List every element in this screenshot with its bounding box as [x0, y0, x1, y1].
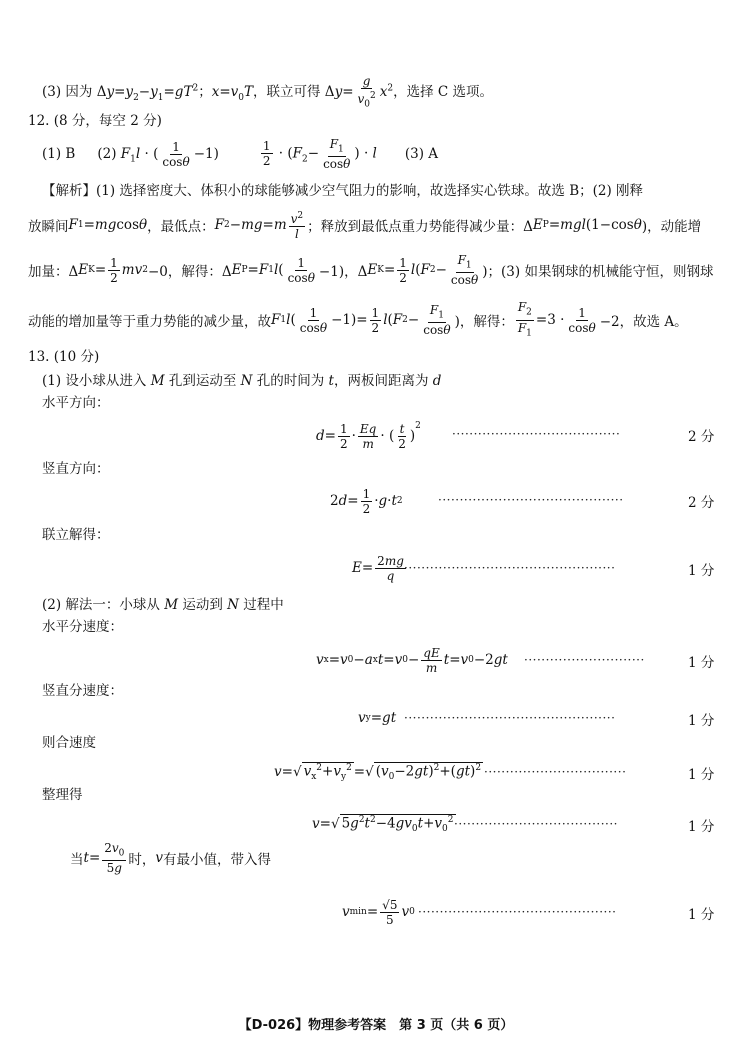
q11-part3: (3) 因为 $\Delta y=y_2-y_1=gT^2$；$x=v_0T$，联立可得 Δy= $\frac{g}{v_0^2}$ $x^2$，选择 C 选项。	[42, 74, 494, 110]
q13-horizontal-label: 水平方向：	[42, 395, 110, 411]
q13-eq5: v y = gt	[358, 710, 397, 726]
q12-answer-1: (1) B	[42, 146, 76, 162]
q13-vspeed-label: 竖直分速度：	[42, 683, 123, 699]
q13-eq1: d = $\frac{1}{2}$ · $\frac{Eq}{m}$ · ( $\frac{t}{2}$ ) $^2$	[316, 421, 421, 451]
q13-eq3-score: 1 分	[688, 563, 715, 579]
q13-eq4-leader: ····························	[524, 653, 645, 667]
q13-eq3-leader: ·················································	[404, 561, 616, 575]
q13-vertical-label: 竖直方向：	[42, 461, 110, 477]
q13-eq7: v = √ $5g^2t^2-4gv_0t+v_0^2$	[312, 814, 454, 835]
q13-eq8: v min = $\frac{√5}{5}$ v 0	[342, 897, 415, 927]
q13-eq3: E = $\frac{2mg}{q}$	[352, 553, 404, 583]
q13-eq8-leader: ··············································	[418, 905, 617, 919]
page-footer: 【D-026】物理参考答案 第 3 页（共 6 页）	[238, 1018, 514, 1033]
q12-answer-2: (2) $F_1l$ · ( $\frac{1}{\cos\theta}$ −1)	[97, 139, 219, 169]
q13-part1-intro: (1) 设小球从进入 M 孔到运动至 N 孔的时间为 t，两板间距离为 d	[42, 373, 442, 389]
q13-eq6-score: 1 分	[688, 767, 715, 783]
q13-eq5-score: 1 分	[688, 713, 715, 729]
q13-combine-label: 联立解得：	[42, 527, 110, 543]
q12-answers	[42, 136, 438, 172]
q13-eq2: 2 d = $\frac{1}{2}$ · g · t 2	[330, 486, 403, 516]
q13-eq1-leader: ·······································	[452, 427, 621, 441]
q13-hspeed-label: 水平分速度：	[42, 619, 123, 635]
q12-answer-3: $\frac{1}{2}$ · ($F_2-$ $\frac{F_1}{\cos\theta}$ ) · l	[262, 136, 377, 172]
q13-eq6-leader: ·································	[484, 765, 627, 779]
q12-analysis-line-2: 放瞬间 F 1 = mg cos θ ，最低点： F 2 − mg = m $\frac{v^2}{l}$ ；释放到最低点重力势能得减少量：Δ E P = mgl (1−cos θ )，动能增	[28, 211, 702, 241]
q13-resultant-label: 则合速度	[42, 735, 96, 751]
q13-simplify-label: 整理得	[42, 787, 83, 803]
q12-analysis-line-1: 【解析】(1) 选择密度大、体积小的球能够减少空气阻力的影响，故选择实心铁球。故选 B；(2) 刚释	[42, 183, 644, 199]
q13-part2-intro: (2) 解法一：小球从 M 运动到 N 过程中	[42, 597, 284, 613]
q12-analysis-line-4: 动能的增加量等于重力势能的减少量，故 F 1 l ( $\frac{1}{\cos\theta}$ −1)= $\frac{1}{2}$ l ( F 2 − $\frac{F_1}{\cos\theta}$ )，解得： $\frac{F_2}{F_1}$ =3 · $\frac{1}{\cos\theta}$ −2，故选 A。	[28, 300, 688, 338]
q13-eq6: v = √ $v_x^2+v_y^2$ = √ $(v_0-2gt)^2+(gt)^2$	[274, 762, 482, 783]
q12-heading: 12. (8 分，每空 2 分)	[28, 113, 162, 129]
q13-eq5-leader: ·················································	[404, 711, 616, 725]
q12-analysis-line-3: 加量：Δ E K = $\frac{1}{2}$ mv 2 −0，解得：Δ E P = F 1 l ( $\frac{1}{\cos\theta}$ −1)，Δ E K = $\frac{1}{2}$ l ( F 2 − $\frac{F_1}{\cos\theta}$ )；(3) 如果钢球的机械能守恒，则钢球	[28, 252, 714, 288]
q13-eq7-leader: ······································	[454, 817, 618, 831]
q13-when-line: 当 t = $\frac{2v_0}{5g}$ 时， v 有最小值，带入得	[70, 840, 272, 876]
q12-answer-4: (3) A	[404, 146, 439, 162]
q13-eq7-score: 1 分	[688, 819, 715, 835]
q13-eq1-score: 2 分	[688, 429, 715, 445]
q13-eq4: v x = v 0 − a x t = v 0 − $\frac{qE}{m}$ t = v 0 −2 gt	[316, 645, 508, 675]
q13-eq2-score: 2 分	[688, 495, 715, 511]
q13-eq2-leader: ···········································	[438, 493, 624, 507]
q13-eq8-score: 1 分	[688, 907, 715, 923]
q13-eq4-score: 1 分	[688, 655, 715, 671]
q13-heading: 13. (10 分)	[28, 349, 100, 365]
